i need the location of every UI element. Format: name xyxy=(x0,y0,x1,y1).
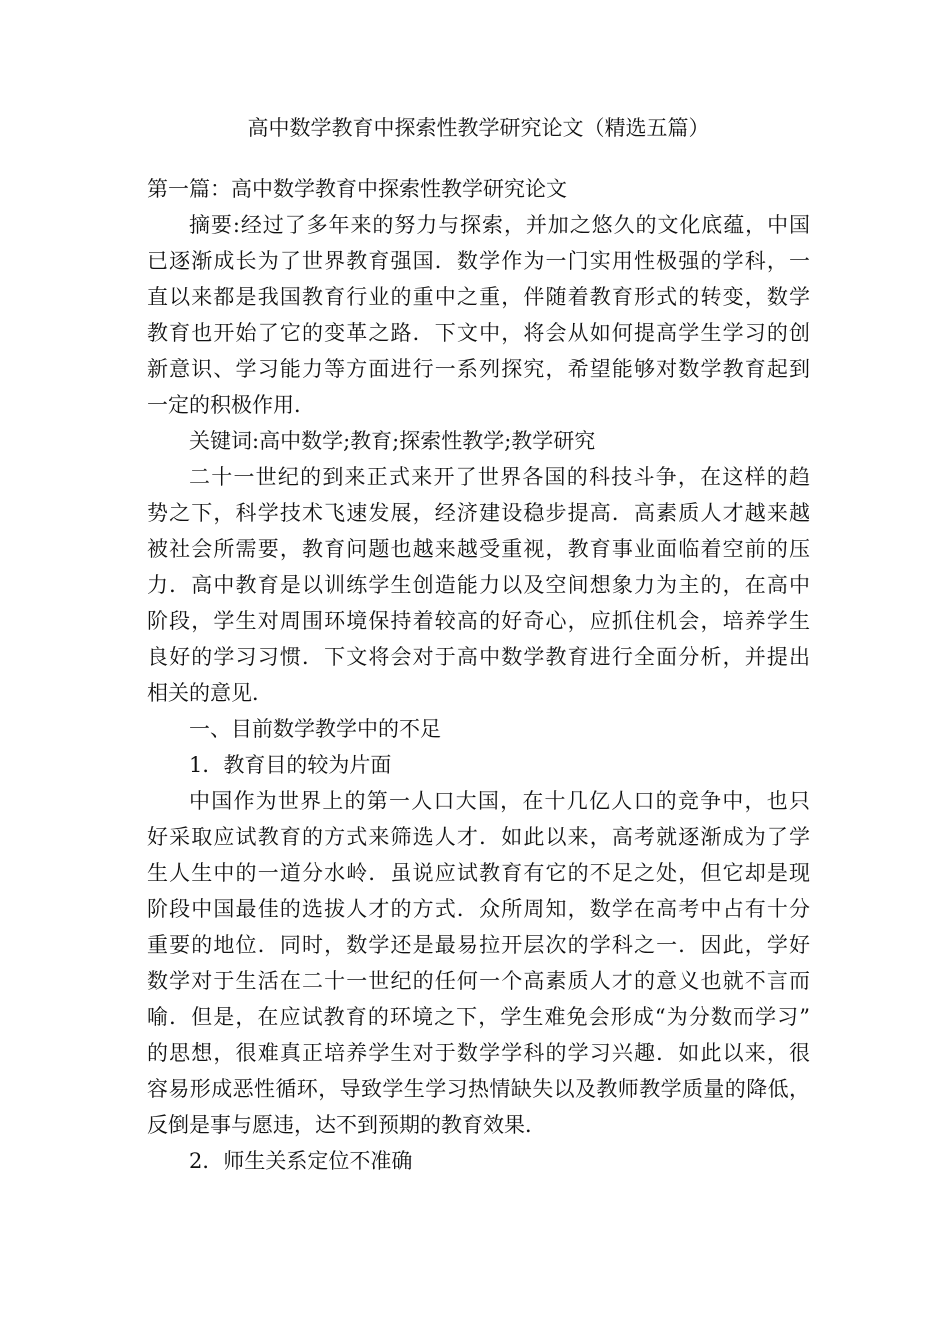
body-text-line: 喻．但是，在应试教育的环境之下，学生难免会形成“为分数而学习” xyxy=(147,1005,810,1029)
body-text-line: 新意识、学习能力等方面进行一系列探究，希望能够对数学教育起到 xyxy=(147,357,810,381)
body-text-line: 摘要:经过了多年来的努力与探索，并加之悠久的文化底蕴，中国 xyxy=(189,213,810,237)
body-text-line: 被社会所需要，教育问题也越来越受重视，教育事业面临着空前的压 xyxy=(147,537,810,561)
body-text-line: 阶段中国最佳的选拔人才的方式．众所周知，数学在高考中占有十分 xyxy=(147,897,810,921)
body-text-line: 的思想，很难真正培养学生对于数学学科的学习兴趣．如此以来，很 xyxy=(147,1041,810,1065)
body-text-line: 相关的意见． xyxy=(147,681,273,705)
body-text-line: 已逐渐成长为了世界教育强国．数学作为一门实用性极强的学科，一 xyxy=(147,249,810,273)
document-page xyxy=(147,108,810,1179)
body-text-line: 良好的学习习惯．下文将会对于高中数学教育进行全面分析，并提出 xyxy=(147,645,810,669)
body-text-line: 力．高中教育是以训练学生创造能力以及空间想象力为主的，在高中 xyxy=(147,573,810,597)
body-text-line: 一定的积极作用． xyxy=(147,393,315,417)
body-text-line: 二十一世纪的到来正式来开了世界各国的科技斗争，在这样的趋 xyxy=(189,465,810,489)
body-text-line: 2．师生关系定位不准确 xyxy=(189,1149,413,1173)
body-text-line: 第一篇：高中数学教育中探索性教学研究论文 xyxy=(147,177,567,201)
body-text-line: 反倒是事与愿违，达不到预期的教育效果． xyxy=(147,1113,546,1137)
body-text-line: 一、目前数学教学中的不足 xyxy=(189,717,441,741)
document-title: 高中数学教育中探索性教学研究论文（精选五篇） xyxy=(247,116,710,140)
body-text-line: 数学对于生活在二十一世纪的任何一个高素质人才的意义也就不言而 xyxy=(147,969,810,993)
body-text-line: 重要的地位．同时，数学还是最易拉开层次的学科之一．因此，学好 xyxy=(147,933,810,957)
body-text-line: 生人生中的一道分水岭．虽说应试教育有它的不足之处，但它却是现 xyxy=(147,861,810,885)
body-text-line: 容易形成恶性循环，导致学生学习热情缺失以及教师教学质量的降低， xyxy=(147,1077,810,1101)
body-text-line: 1．教育目的较为片面 xyxy=(189,753,392,777)
body-text-line: 阶段，学生对周围环境保持着较高的好奇心，应抓住机会，培养学生 xyxy=(147,609,810,633)
body-text-line: 好采取应试教育的方式来筛选人才．如此以来，高考就逐渐成为了学 xyxy=(147,825,810,849)
body-text-line: 中国作为世界上的第一人口大国，在十几亿人口的竞争中，也只 xyxy=(189,789,810,813)
body-text-line: 直以来都是我国教育行业的重中之重，伴随着教育形式的转变，数学 xyxy=(147,285,810,309)
body-text-line: 教育也开始了它的变革之路．下文中，将会从如何提高学生学习的创 xyxy=(147,321,810,345)
document-body xyxy=(147,171,810,1179)
body-text-line: 势之下，科学技术飞速发展，经济建设稳步提高．高素质人才越来越 xyxy=(147,501,810,525)
body-text-line: 关键词:高中数学;教育;探索性教学;教学研究 xyxy=(189,429,596,453)
